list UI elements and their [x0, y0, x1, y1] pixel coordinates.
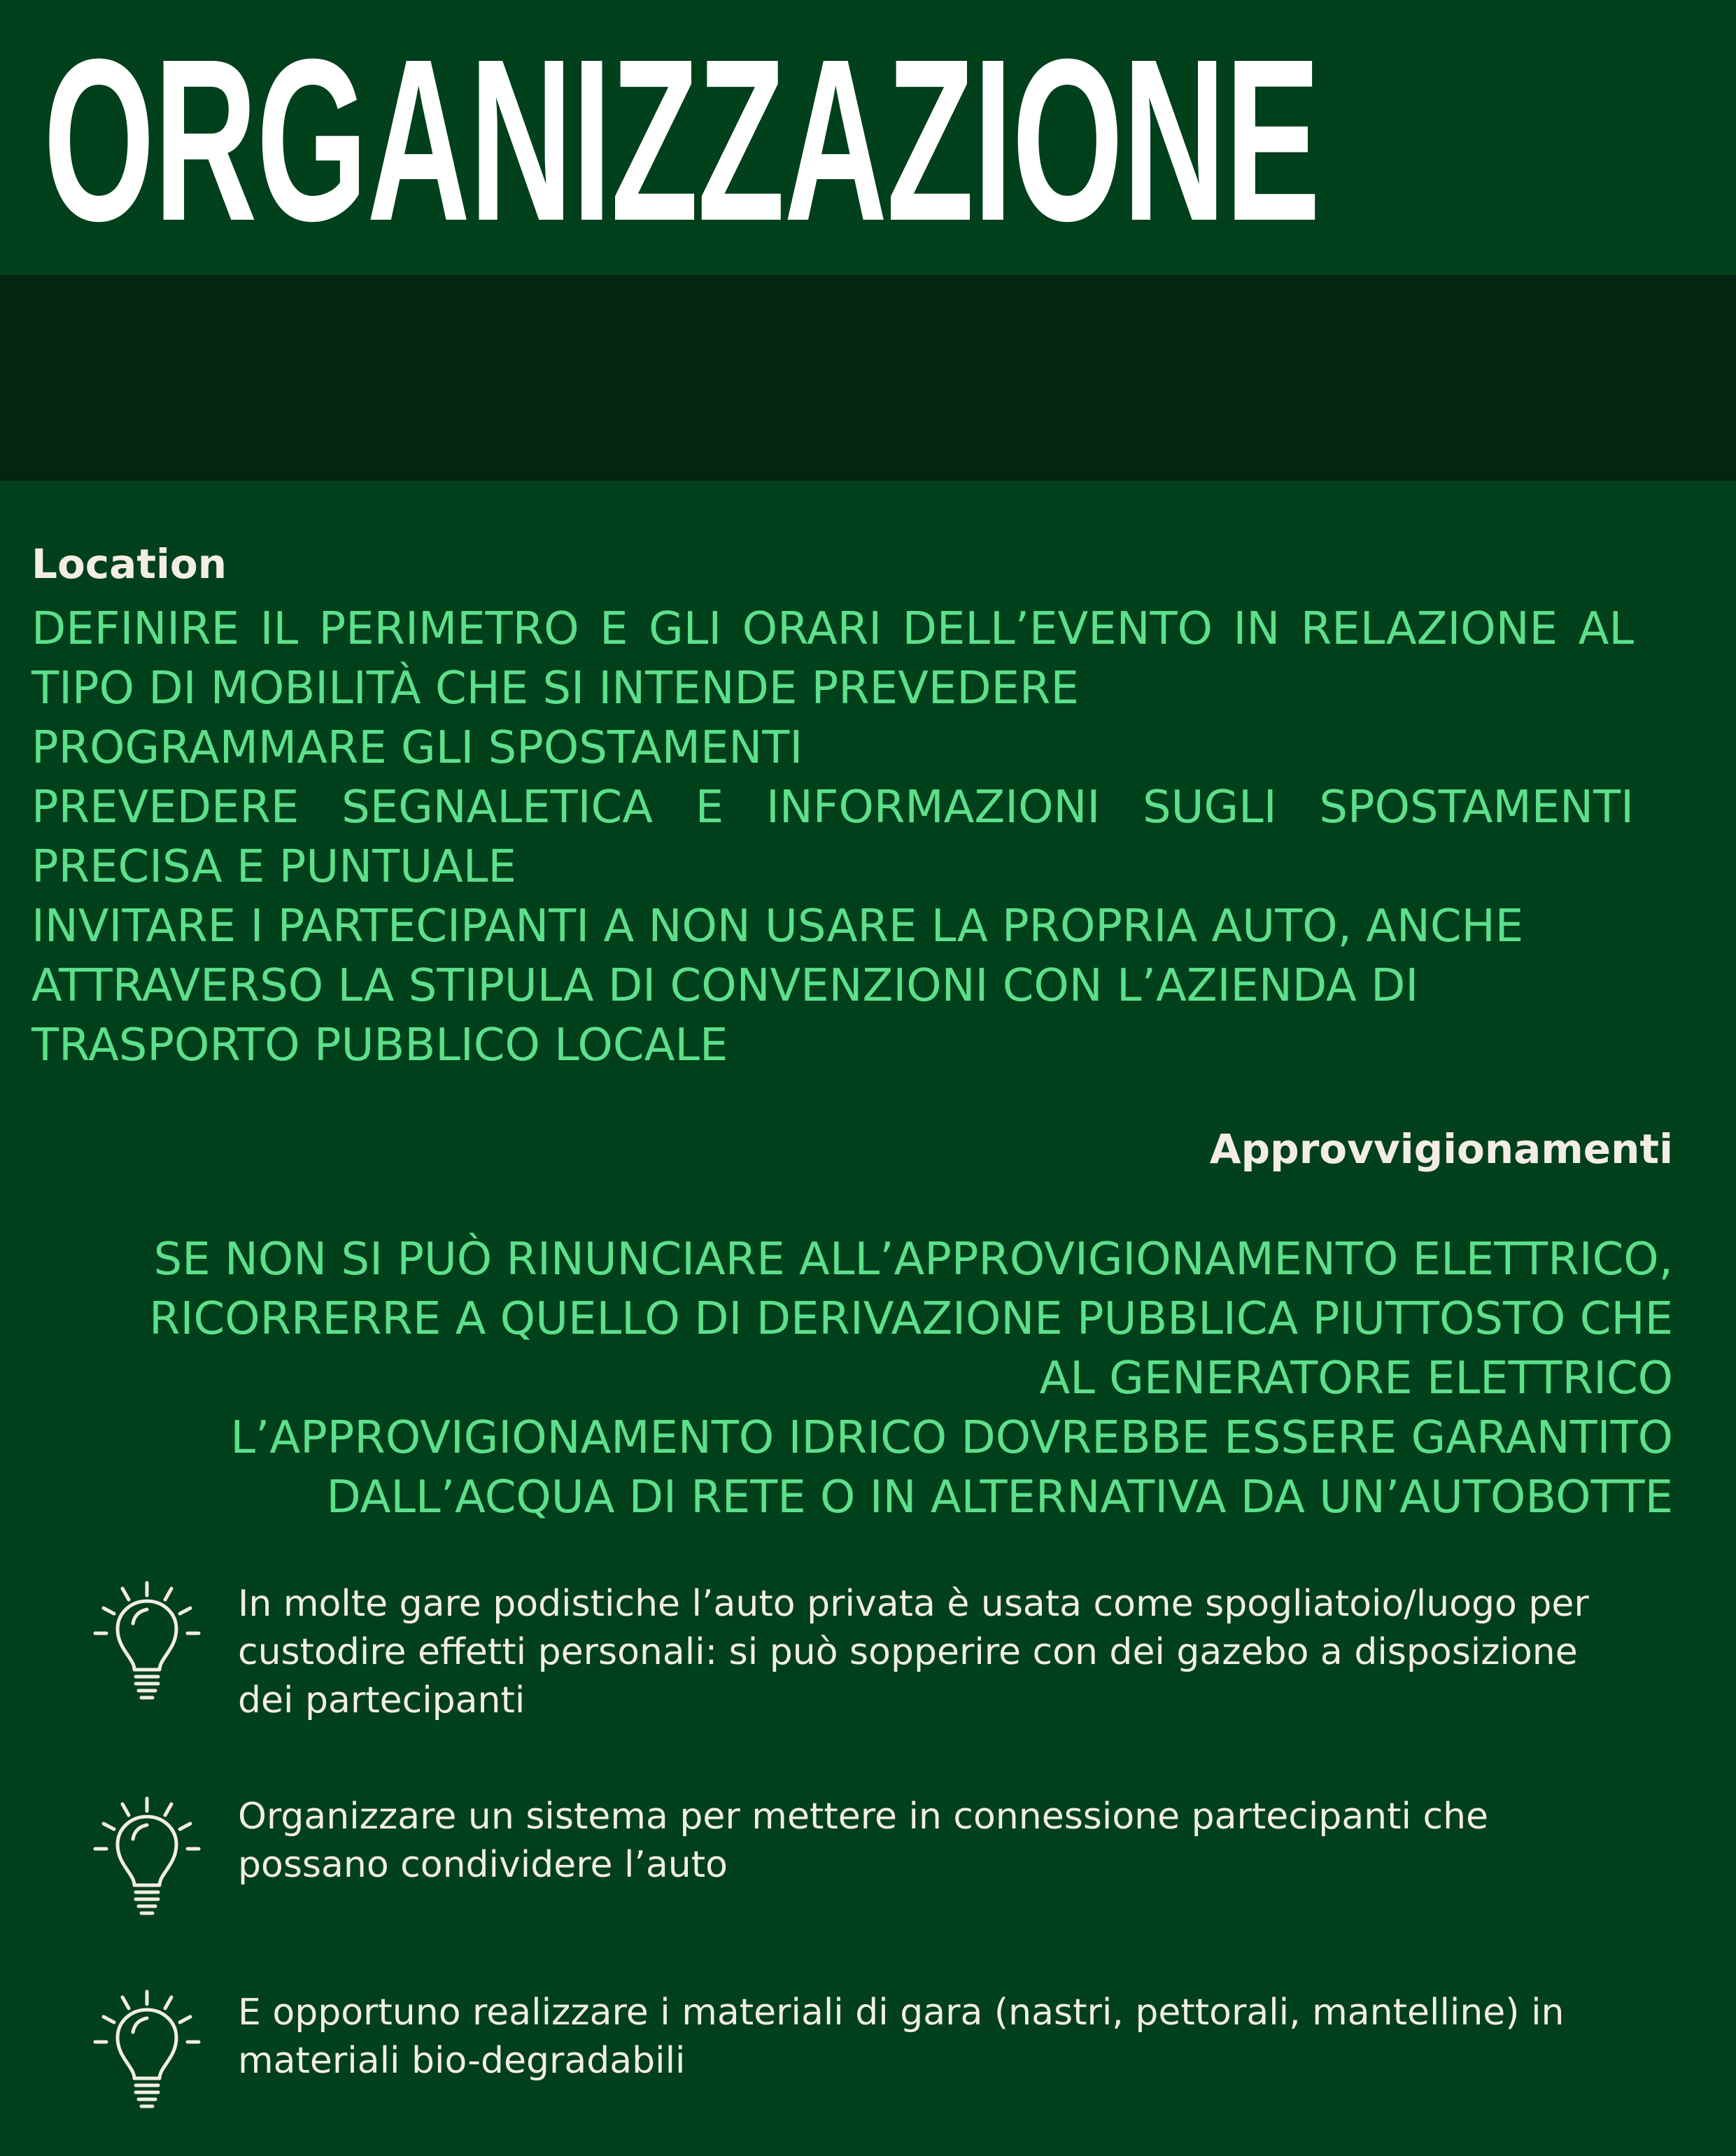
location-line: DEFINIRE IL PERIMETRO E GLI ORARI DELL’EVENTO IN RELAZIONE AL	[31, 603, 1634, 655]
tip-line: In molte gare podistiche l’auto privata è usata come spogliatoio/luogo per	[238, 1583, 1589, 1625]
approvvigionamenti-line: RICORRERRE A QUELLO DI DERIVAZIONE PUBBLICA PIUTTOSTO CHE	[149, 1293, 1673, 1345]
tip-text	[238, 1580, 1735, 1725]
location-heading: Location	[31, 540, 227, 588]
location-line: PROGRAMMARE GLI SPOSTAMENTI	[31, 722, 803, 774]
location-line: ATTRAVERSO LA STIPULA DI CONVENZIONI CON L’AZIENDA DI	[31, 960, 1419, 1012]
tip-text	[238, 1989, 1735, 2085]
location-line: TRASPORTO PUBBLICO LOCALE	[31, 1020, 728, 1071]
tip-line: E opportuno realizzare i materiali di gara (nastri, pettorali, mantelline) in	[238, 1992, 1565, 2034]
lightbulb-icon	[91, 1989, 203, 2115]
tip-line: Organizzare un sistema per mettere in connessione partecipanti che	[238, 1796, 1489, 1838]
location-line: PREVEDERE SEGNALETICA E INFORMAZIONI SUGLI SPOSTAMENTI	[31, 782, 1634, 833]
approvvigionamenti-line: SE NON SI PUÒ RINUNCIARE ALL’APPROVIGIONAMENTO ELETTRICO,	[153, 1234, 1673, 1285]
dark-banner-band	[0, 275, 1736, 481]
tip-line: materiali bio-degradabili	[238, 2040, 686, 2082]
tip-line: custodire effetti personali: si può sopperire con dei gazebo a disposizione	[238, 1631, 1578, 1673]
location-line: INVITARE I PARTECIPANTI A NON USARE LA PROPRIA AUTO, ANCHE	[31, 901, 1524, 952]
approvvigionamenti-line: DALL’ACQUA DI RETE O IN ALTERNATIVA DA UN’AUTOBOTTE	[326, 1472, 1673, 1523]
location-line: PRECISA E PUNTUALE	[31, 841, 516, 893]
lightbulb-icon	[91, 1580, 203, 1706]
page-title: ORGANIZZAZIONE	[43, 10, 1320, 269]
location-line: TIPO DI MOBILITÀ CHE SI INTENDE PREVEDERE	[31, 663, 1079, 714]
tip-text	[238, 1793, 1735, 1889]
tip-line: dei partecipanti	[238, 1679, 525, 1721]
location-text-block	[31, 600, 1634, 1076]
lightbulb-icon	[91, 1796, 203, 1922]
approvvigionamenti-text-block	[64, 1230, 1673, 1528]
approvvigionamenti-line: L’APPROVIGIONAMENTO IDRICO DOVREBBE ESSERE GARANTITO	[230, 1412, 1673, 1464]
approvvigionamenti-line: AL GENERATORE ELETTRICO	[1039, 1353, 1673, 1404]
tip-line: possano condividere l’auto	[238, 1844, 728, 1886]
approvvigionamenti-heading: Approvvigionamenti	[1209, 1125, 1673, 1173]
